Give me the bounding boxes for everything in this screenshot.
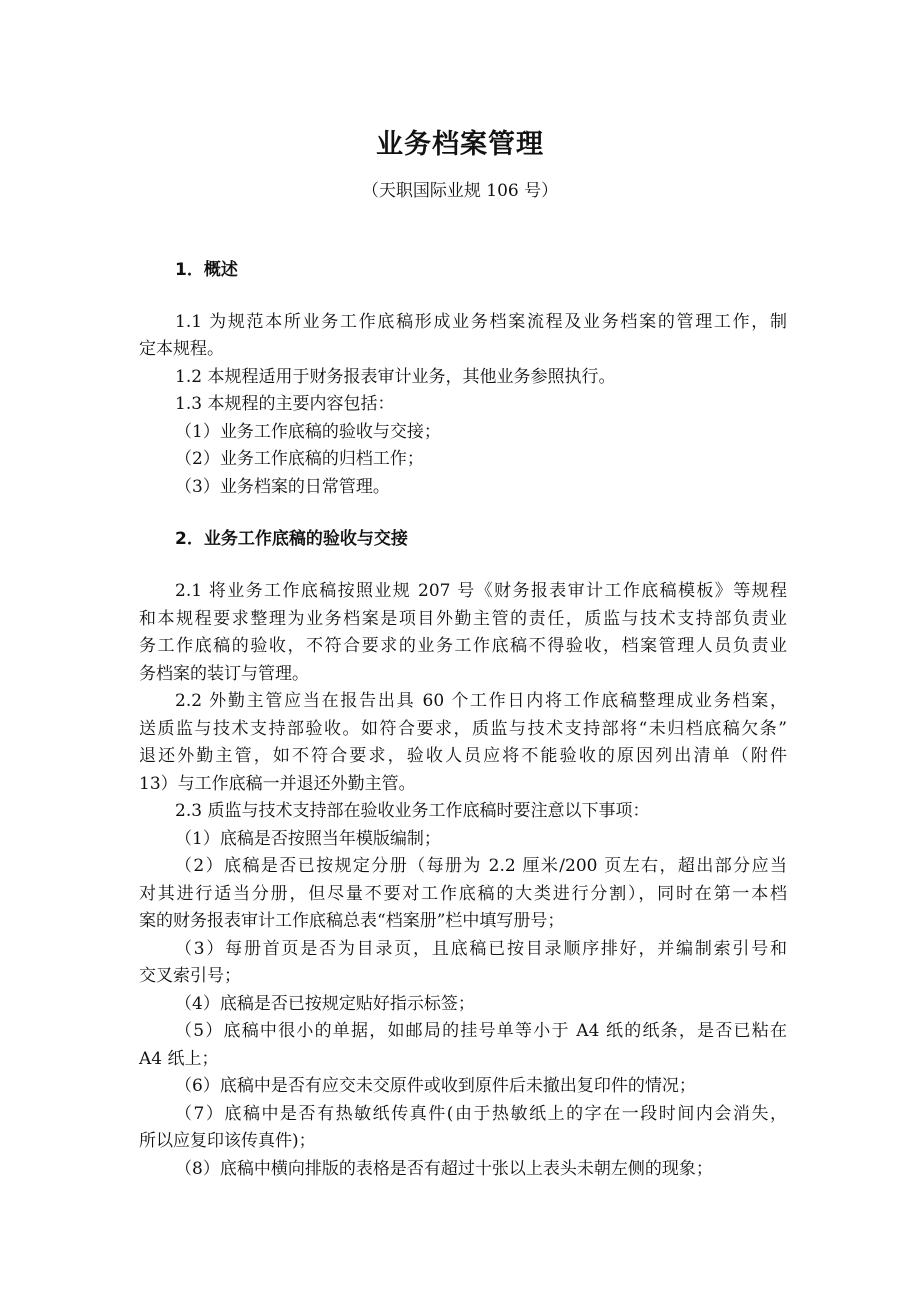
- paragraph-2-1-line-3: 务工作底稿的验收，不符合要求的业务工作底稿不得验收，档案管理人员负责业: [139, 636, 787, 656]
- paragraph-2-2-line-1: 2.2 外勤主管应当在报告出具 60 个工作日内将工作底稿整理成业务档案，: [175, 691, 787, 711]
- check-item-4: （4）底稿是否已按规定贴好指示标签；: [175, 994, 475, 1014]
- check-item-5-line-1: （5）底稿中很小的单据，如邮局的挂号单等小于 A4 纸的纸条，是否已粘在: [175, 1021, 787, 1041]
- paragraph-2-1-line-1: 2.1 将业务工作底稿按照业规 207 号《财务报表审计工作底稿模板》等规程: [175, 581, 787, 601]
- section-1-heading: 1．概述: [175, 260, 238, 280]
- check-item-2-line-3: 案的财务报表审计工作底稿总表“档案册”栏中填写册号；: [139, 911, 565, 931]
- paragraph-2-1-line-4: 务档案的装订与管理。: [139, 664, 309, 684]
- section-2-heading: 2．业务工作底稿的验收与交接: [175, 529, 408, 549]
- list-item-2: （2）业务工作底稿的归档工作；: [175, 449, 424, 469]
- paragraph-2-2-line-4: 13）与工作底稿一并退还外勤主管。: [139, 774, 416, 794]
- check-item-5-line-2: A4 纸上；: [139, 1049, 219, 1069]
- list-item-3: （3）业务档案的日常管理。: [175, 477, 390, 497]
- list-item-1: （1）业务工作底稿的验收与交接；: [175, 422, 441, 442]
- paragraph-1-2: 1.2 本规程适用于财务报表审计业务，其他业务参照执行。: [175, 367, 616, 387]
- check-item-7-line-2: 所以应复印该传真件)；: [139, 1131, 316, 1151]
- check-item-2-line-2: 对其进行适当分册，但尽量不要对工作底稿的大类进行分割），同时在第一本档: [139, 884, 787, 904]
- paragraph-2-2-line-2: 送质监与技术支持部验收。如符合要求，质监与技术支持部将“未归档底稿欠条”: [139, 719, 787, 739]
- check-item-1: （1）底稿是否按照当年模版编制；: [175, 829, 441, 849]
- check-item-6: （6）底稿中是否有应交未交原件或收到原件后未撤出复印件的情况；: [175, 1076, 696, 1096]
- paragraph-2-1-line-2: 和本规程要求整理为业务档案是项目外勤主管的责任，质监与技术支持部负责业: [139, 609, 787, 629]
- check-item-3-line-2: 交叉索引号；: [139, 966, 241, 986]
- paragraph-1-1-line-1: 1.1 为规范本所业务工作底稿形成业务档案流程及业务档案的管理工作，制: [175, 312, 787, 332]
- paragraph-1-3: 1.3 本规程的主要内容包括：: [175, 394, 395, 414]
- check-item-7-line-1: （7）底稿中是否有热敏纸传真件(由于热敏纸上的字在一段时间内会消失，: [175, 1104, 787, 1124]
- paragraph-2-2-line-3: 退还外勤主管，如不符合要求，验收人员应将不能验收的原因列出清单（附件: [139, 746, 787, 766]
- document-subtitle: （天职国际业规 106 号）: [361, 181, 559, 201]
- document-title: 业务档案管理: [376, 129, 544, 160]
- check-item-3-line-1: （3）每册首页是否为目录页，且底稿已按目录顺序排好，并编制索引号和: [175, 939, 787, 959]
- paragraph-2-3: 2.3 质监与技术支持部在验收业务工作底稿时要注意以下事项：: [175, 801, 650, 821]
- check-item-2-line-1: （2）底稿是否已按规定分册（每册为 2.2 厘米/200 页左右，超出部分应当: [175, 856, 787, 876]
- check-item-8: （8）底稿中横向排版的表格是否有超过十张以上表头未朝左侧的现象；: [175, 1159, 713, 1179]
- paragraph-1-1-line-2: 定本规程。: [139, 339, 224, 359]
